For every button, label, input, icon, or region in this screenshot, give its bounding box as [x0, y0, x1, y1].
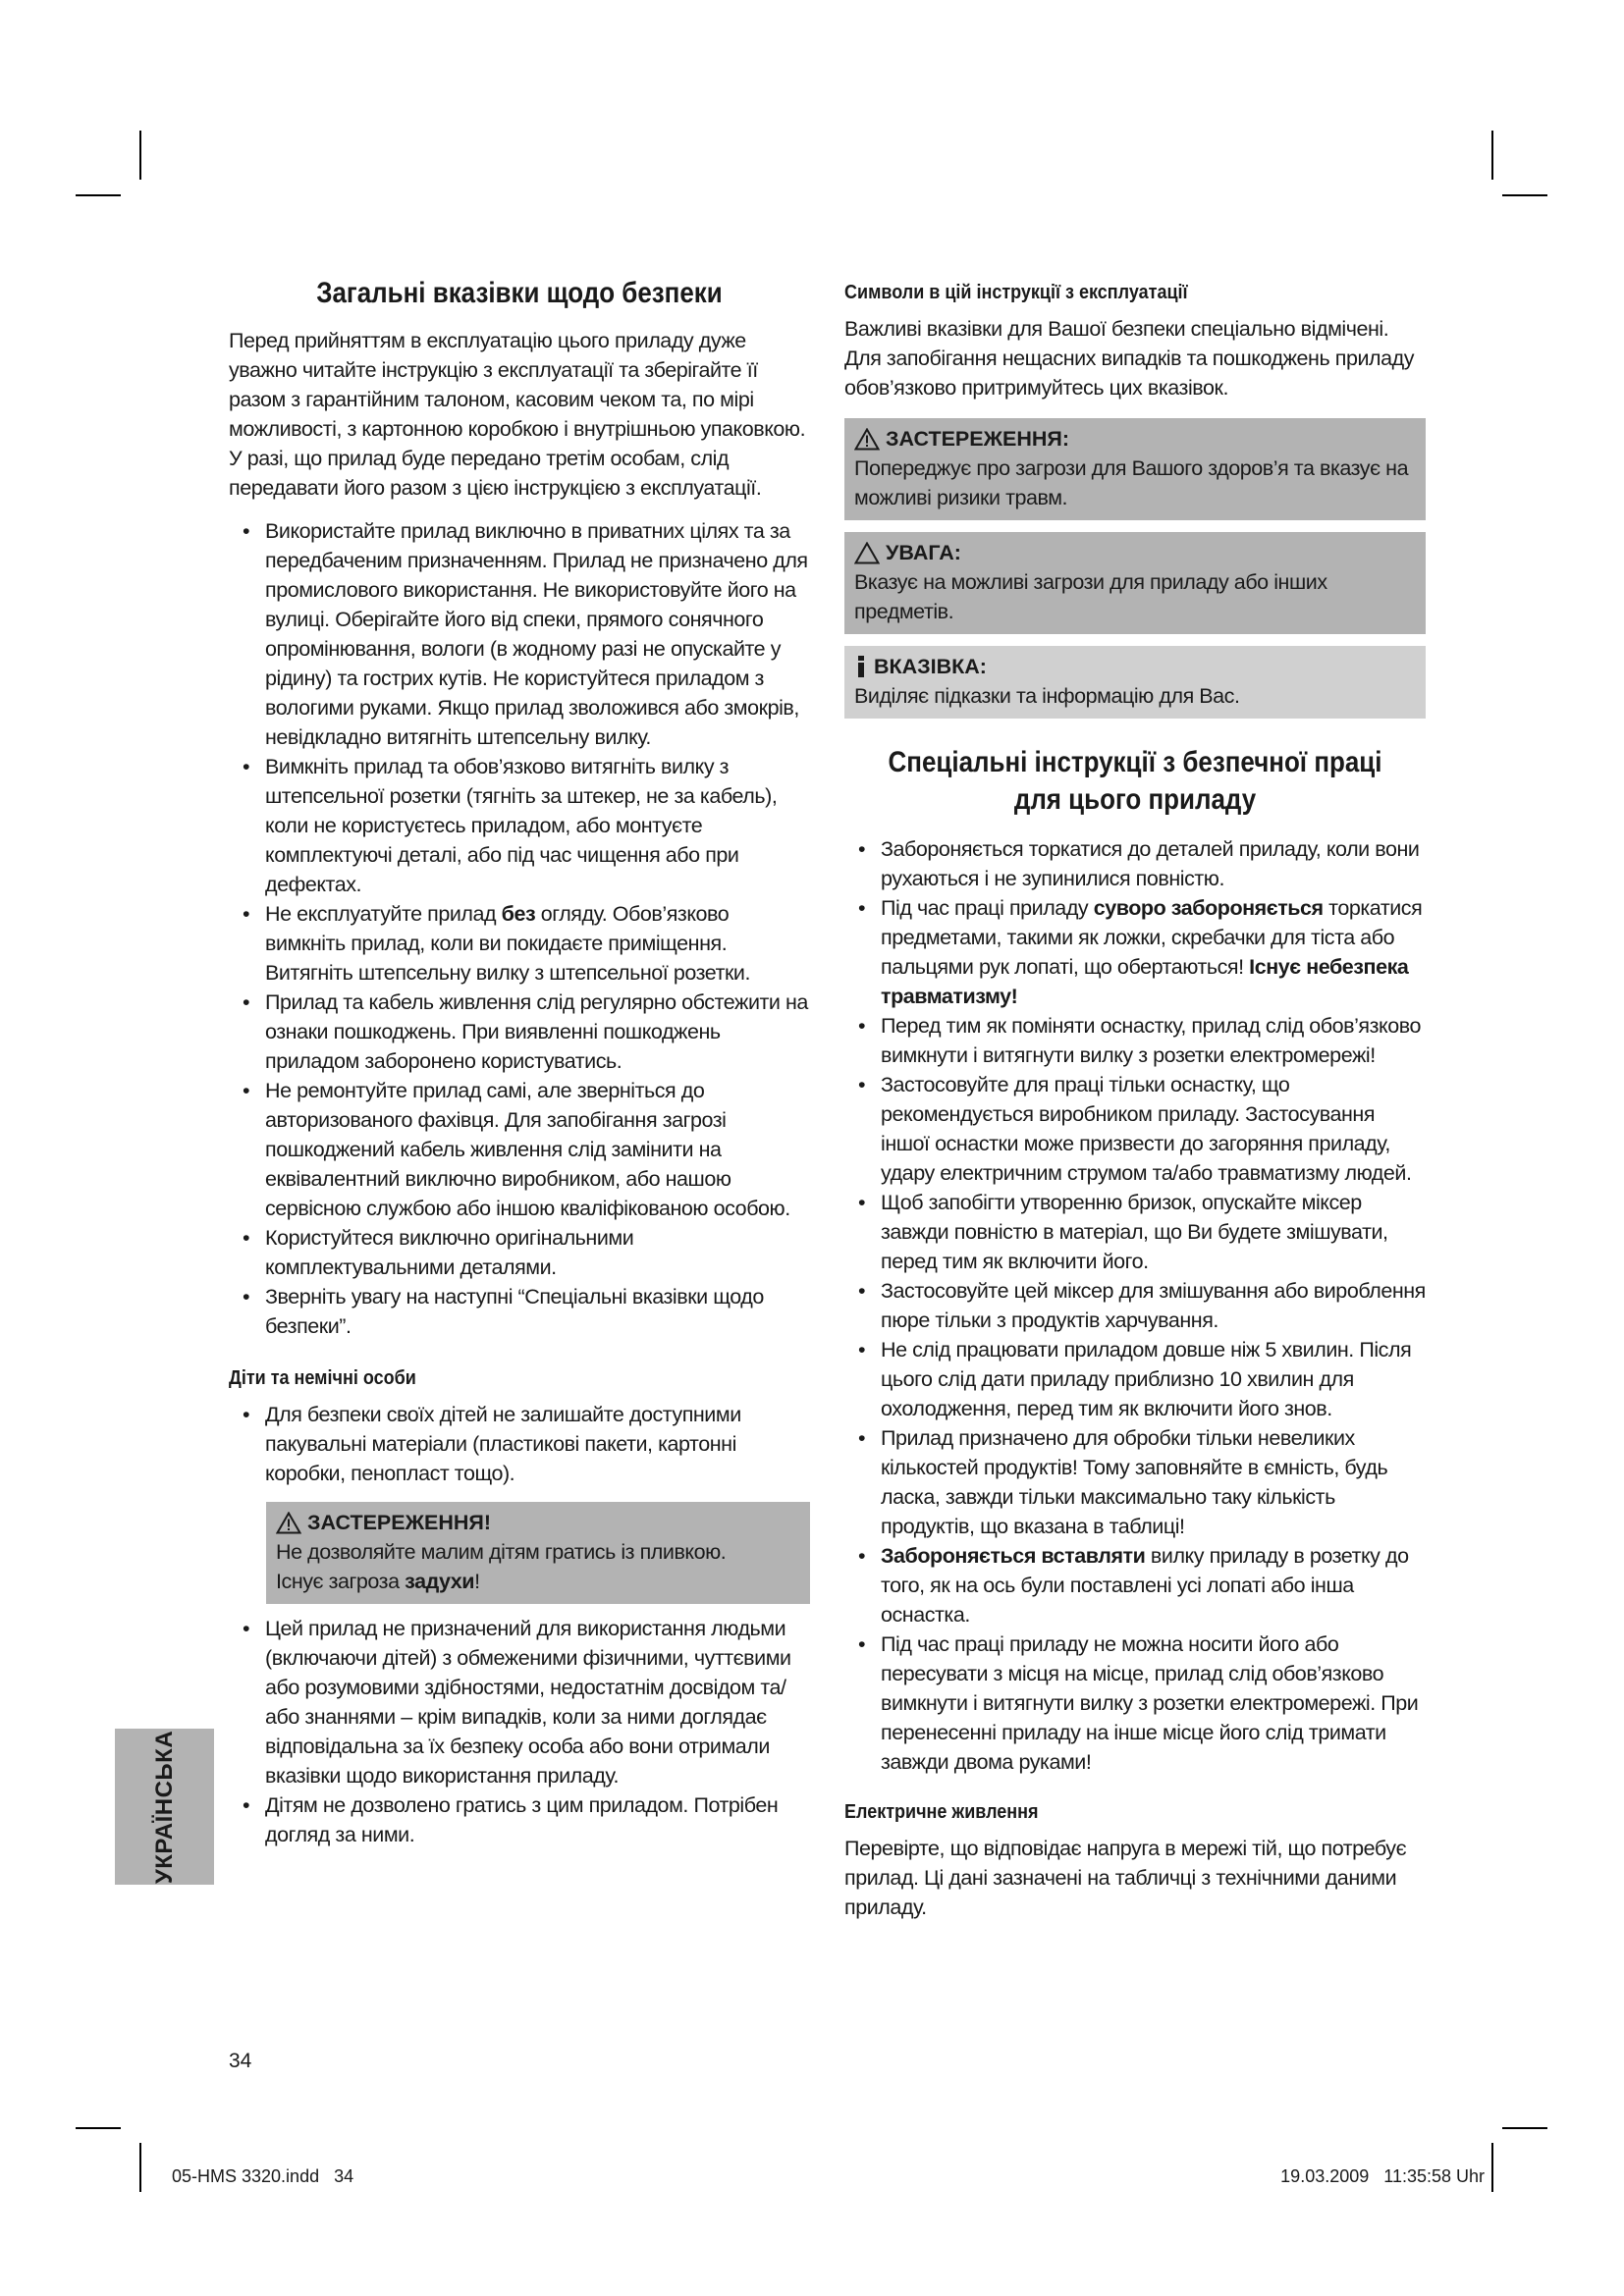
list-item: • Вимкніть прилад та обов’язково витягніть вилку з штепсельної розетки (тягніть за штекер, не за кабель), коли не користуєтесь приладом, або монтуєте комплектуючі деталі, або під час чищення або при дефектах. — [229, 752, 810, 899]
list-item: • Прилад та кабель живлення слід регулярно обстежити на ознаки пошкоджень. При виявленні пошкоджень приладом заборонено користуватись. — [229, 988, 810, 1076]
list-item: • Не ремонтуйте прилад самі, але зверніться до авторизованого фахівця. Для запобігання загрозі пошкоджений кабель живлення слід замінити на еквівалентний виключно виробником, або нашою сервісною службою або іншою кваліфікованою особою. — [229, 1076, 810, 1223]
crop-mark — [76, 194, 121, 196]
caution-box — [844, 532, 1426, 634]
warning-line: Існує загроза задухи! — [276, 1570, 480, 1593]
date-slug: 19.03.2009 11:35:58 Uhr — [1280, 2166, 1485, 2186]
symbols-intro: Важливі вказівки для Вашої безпеки спеціально відмічені. Для запобігання нещасних випадків та пошкоджень приладу обов’язково притримуйтесь цих вказівок. — [844, 317, 1415, 400]
right-column — [844, 275, 1426, 1922]
list-item: • Забороняється вставляти вилку приладу в розетку до того, як на ось були поставлені усі лопаті або інша оснастка. — [844, 1541, 1426, 1629]
list-item: • Не експлуатуйте прилад без огляду. Обов’язково вимкніть прилад, коли ви покидаєте приміщення. Витягніть штепсельну вилку з штепсельної розетки. — [229, 899, 810, 988]
warning-box — [844, 418, 1426, 520]
list-item: • Користуйтеся виключно оригінальними комплектувальними деталями. — [229, 1223, 810, 1282]
safety-list — [229, 516, 810, 1341]
file-slug: 05-HMS 3320.indd 34 — [172, 2166, 354, 2186]
list-item: • Під час праці приладу не можна носити його або пересувати з місця на місце, прилад слід обов’язково вимкнути і витягнути вилку з розетки електромережі. При перенесенні приладу на інше місце його слід тримати завжди двома руками! — [844, 1629, 1426, 1777]
info-icon — [854, 655, 868, 678]
note-box-title: ВКАЗІВКА: — [874, 655, 987, 678]
crop-mark — [1502, 194, 1547, 196]
children-list — [229, 1400, 810, 1488]
list-item: • Зверніть увагу на наступні “Спеціальні вказівки щодо безпеки”. — [229, 1282, 810, 1341]
left-column — [229, 275, 810, 1849]
child-warning-box — [266, 1502, 810, 1604]
caution-box-title: УВАГА: — [886, 541, 961, 564]
list-item: • Цей прилад не призначений для використання людьми (включаючи дітей) з обмеженими фізичними, чуттєвими або розумовими здібностями, недостатнім досвідом та/ або знаннями – крім випадків, коли за ними доглядає відповідальна за їх безпеку особа або вони отримали вказівки щодо використання приладу. — [229, 1614, 810, 1790]
warning-title: ЗАСТЕРЕЖЕННЯ! — [276, 1508, 800, 1537]
symbols-heading: Символи в цій інструкції з експлуатації — [844, 282, 1188, 303]
page-number: 34 — [229, 2050, 252, 2072]
caution-triangle-icon — [854, 542, 880, 564]
warning-triangle-icon — [854, 428, 880, 451]
intro-paragraph: Перед прийняттям в експлуатацію цього приладу дуже уважно читайте інструкцію з експлуатації та зберігайте її разом з гарантійним талоном, касовим чеком та, по мірі можливості, з картонною коробкою і внутрішньою упаковкою. У разі, що прилад буде передано третім особам, слід передавати його разом з цією інструкцією з експлуатації. — [229, 329, 806, 500]
list-item: • Перед тим як поміняти оснастку, прилад слід обов’язково вимкнути і витягнути вилку з розетки електромережі! — [844, 1011, 1426, 1070]
list-item: • Під час праці приладу суворо забороняється торкатися предметами, такими як ложки, скребачки для тіста або пальцями рук лопаті, що обертаються! Існує небезпека травматизму! — [844, 893, 1426, 1011]
crop-mark — [139, 131, 141, 180]
warning-box-title: ЗАСТЕРЕЖЕННЯ: — [886, 427, 1070, 451]
crop-mark — [1502, 2127, 1547, 2129]
caution-box-body: Вказує на можливі загрози для приладу або інших предметів. — [854, 570, 1327, 623]
note-box — [844, 646, 1426, 719]
crop-mark — [1491, 131, 1493, 180]
list-item: • Забороняється торкатися до деталей приладу, коли вони рухаються і не зупинилися повністю. — [844, 834, 1426, 893]
crop-mark — [139, 2143, 141, 2192]
warning-line: Не дозволяйте малим дітям гратись із пливкою. — [276, 1540, 727, 1564]
list-item: • Дітям не дозволено гратись з цим приладом. Потрібен догляд за ними. — [229, 1790, 810, 1849]
note-box-body: Виділяє підказки та інформацію для Вас. — [854, 684, 1240, 708]
language-tab — [115, 1729, 214, 1885]
warning-triangle-icon — [276, 1512, 301, 1534]
list-item: • Щоб запобігти утворенню бризок, опускайте міксер завжди повністю в матеріал, що Ви будете змішувати, перед тим як включити його. — [844, 1188, 1426, 1276]
power-text: Перевірте, що відповідає напруга в мережі тій, що потребує прилад. Ці дані зазначені на табличці з технічними даними приладу. — [844, 1837, 1407, 1919]
list-item: • Прилад призначено для обробки тільки невеликих кількостей продуктів! Тому заповняйте в ємність, будь ласка, завжди тільки максимально таку кількість продуктів, що вказана в таблиці! — [844, 1423, 1426, 1541]
children-heading: Діти та немічні особи — [229, 1367, 416, 1389]
special-title: Спеціальні інструкції з безпечної праці для цього приладу — [888, 746, 1382, 816]
list-item: • Не слід працювати приладом довше ніж 5 хвилин. Після цього слід дати приладу приблизно 10 хвилин для охолодження, перед тим як включити його знов. — [844, 1335, 1426, 1423]
warning-box-body: Попереджує про загрози для Вашого здоров’я та вказує на можливі ризики травм. — [854, 456, 1409, 509]
general-safety-title: Загальні вказівки щодо безпеки — [316, 277, 723, 309]
safety-list-2 — [229, 1614, 810, 1849]
language-tab-label: УКРАЇНСЬКА — [150, 1730, 178, 1884]
crop-mark — [1491, 2143, 1493, 2192]
list-item: • Застосовуйте цей міксер для змішування або вироблення пюре тільки з продуктів харчування. — [844, 1276, 1426, 1335]
power-heading: Електричне живлення — [844, 1801, 1039, 1823]
list-item: • Для безпеки своїх дітей не залишайте доступними пакувальні матеріали (пластикові пакети, картонні коробки, пенопласт тощо). — [229, 1400, 810, 1488]
list-item: • Застосовуйте для праці тільки оснастку, що рекомендується виробником приладу. Застосування іншої оснастки може призвести до загоряння приладу, удару електричним струмом та/або травматизму людей. — [844, 1070, 1426, 1188]
special-list — [844, 834, 1426, 1777]
crop-mark — [76, 2127, 121, 2129]
list-item: • Використайте прилад виключно в приватних цілях та за передбаченим призначенням. Прилад не призначено для промислового використання. Не використовуйте його на вулиці. Оберігайте його від спеки, прямого сонячного опромінювання, вологи (в жодному разі не опускайте у рідину) та гострих кутів. Не користуйтеся приладом з вологими руками. Якщо прилад зволожився або змокрів, невідкладно витягніть штепсельну вилку. — [229, 516, 810, 752]
